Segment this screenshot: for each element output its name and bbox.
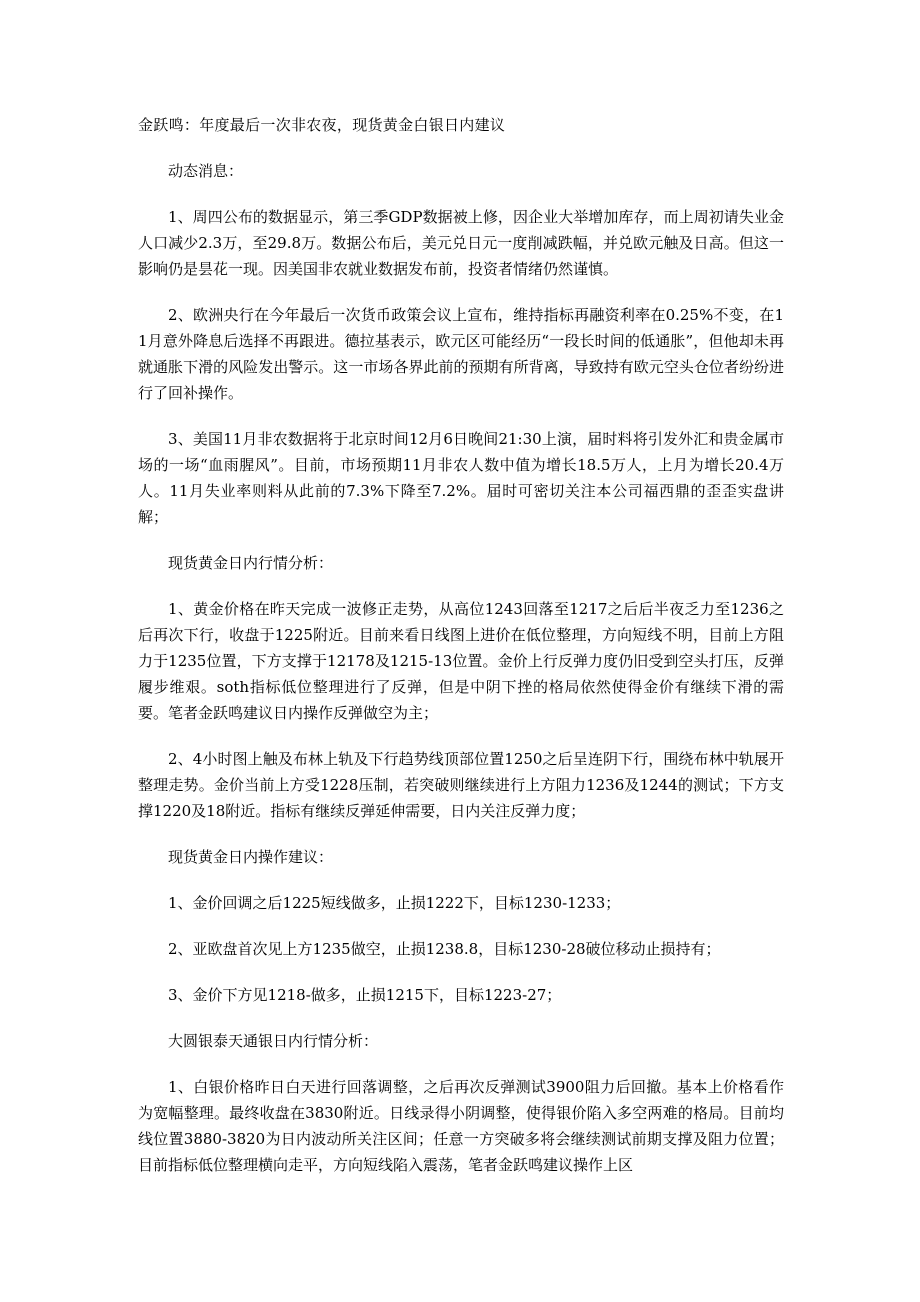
news-paragraph-2: 2、欧洲央行在今年最后一次货币政策会议上宣布，维持指标再融资利率在0.25%不变，在11月意外降息后选择不再跟进。德拉基表示，欧元区可能经历“一段长时间的低通胀”，但他却未再就通胀下滑的风险发出警示。这一市场各界此前的预期有所背离，导致持有欧元空头仓位者纷纷进行了回补操作。 [138, 306, 784, 402]
gold-advice-item-2: 2、亚欧盘首次见上方1235做空，止损1238.8，目标1230-28破位移动止损持有； [168, 940, 721, 958]
news-paragraph-3: 3、美国11月非农数据将于北京时间12月6日晚间21:30上演，届时料将引发外汇和贵金属市场的一场“血雨腥风”。目前，市场预期11月非农人数中值为增长18.5万人，上月为增长20.4万人。11月失业率则料从此前的7.3%下降至7.2%。届时可密切关注本公司福西鼎的歪歪实盘讲解； [138, 430, 784, 526]
section-heading-gold-advice: 现货黄金日内操作建议： [168, 848, 334, 866]
document-title: 金跃鸣：年度最后一次非农夜，现货黄金白银日内建议 [138, 116, 506, 134]
document-page [138, 112, 784, 1178]
gold-analysis-paragraph-1: 1、黄金价格在昨天完成一波修正走势，从高位1243回落至1217之后后半夜乏力至1236之后再次下行，收盘于1225附近。目前来看日线图上进价在低位整理，方向短线不明，目前上方阻力于1235位置，下方支撑于12178及1215-13位置。金价上行反弹力度仍旧受到空头打压，反弹履步维艰。soth指标低位整理进行了反弹，但是中阴下挫的格局依然使得金价有继续下滑的需要。笔者金跃鸣建议日内操作反弹做空为主； [138, 600, 784, 722]
section-heading-news: 动态消息： [168, 162, 244, 180]
section-heading-silver-analysis: 大圆银泰天通银日内行情分析： [168, 1032, 379, 1050]
section-heading-gold-analysis: 现货黄金日内行情分析： [168, 554, 334, 572]
silver-analysis-paragraph-1: 1、白银价格昨日白天进行回落调整，之后再次反弹测试3900阻力后回撤。基本上价格看作为宽幅整理。最终收盘在3830附近。日线录得小阴调整，使得银价陷入多空两难的格局。目前均线位置3880-3820为日内波动所关注区间；任意一方突破多将会继续测试前期支撑及阻力位置；目前指标低位整理横向走平，方向短线陷入震荡，笔者金跃鸣建议操作上区 [138, 1078, 784, 1174]
news-paragraph-1: 1、周四公布的数据显示，第三季GDP数据被上修，因企业大举增加库存，而上周初请失业金人口减少2.3万，至29.8万。数据公布后，美元兑日元一度削减跌幅，并兑欧元触及日高。但这一影响仍是昙花一现。因美国非农就业数据发布前，投资者情绪仍然谨慎。 [138, 208, 784, 278]
gold-advice-item-1: 1、金价回调之后1225短线做多，止损1222下，目标1230-1233； [168, 894, 621, 912]
gold-advice-item-3: 3、金价下方见1218-做多，止损1215下，目标1223-27； [168, 986, 562, 1004]
gold-analysis-paragraph-2: 2、4小时图上触及布林上轨及下行趋势线顶部位置1250之后呈连阴下行，围绕布林中轨展开整理走势。金价当前上方受1228压制，若突破则继续进行上方阻力1236及1244的测试；下方支撑1220及18附近。指标有继续反弹延伸需要，日内关注反弹力度； [138, 750, 784, 820]
